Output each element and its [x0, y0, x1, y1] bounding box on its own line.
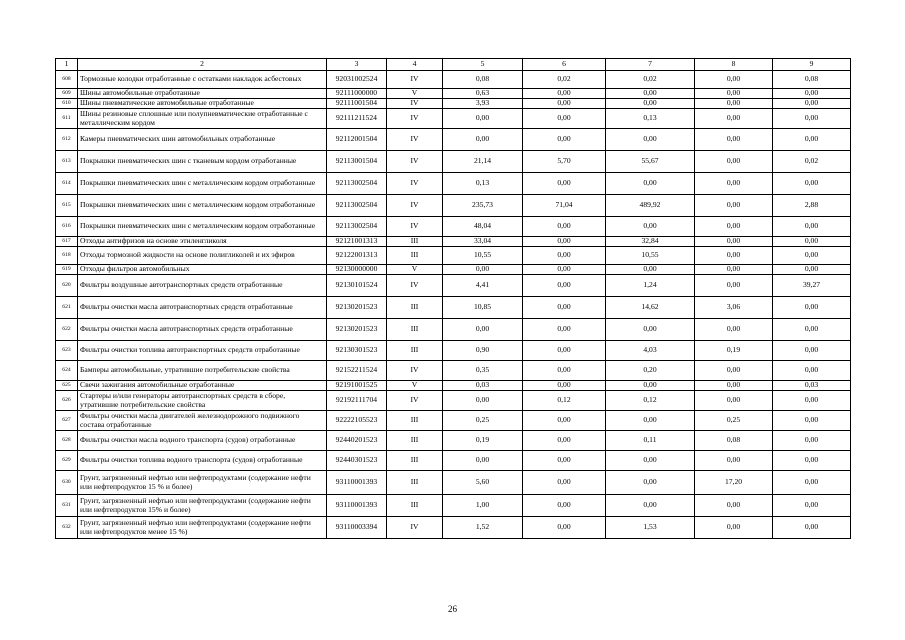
table-row: [56, 361, 851, 381]
fkko-code: 92130201523: [327, 297, 387, 319]
value-col9: 0,00: [773, 89, 851, 99]
value-col9: 0,00: [773, 99, 851, 109]
row-number: 610: [56, 99, 78, 109]
fkko-code: 92130301523: [327, 341, 387, 361]
value-col5: 0,13: [443, 173, 523, 195]
value-col6: 0,00: [523, 361, 606, 381]
value-col8: 17,20: [695, 471, 773, 495]
value-col6: 0,00: [523, 237, 606, 247]
row-number: 631: [56, 495, 78, 517]
waste-name: Грунт, загрязненный нефтью или нефтепродуктами (содержание нефти или нефтепродуктов 15% и более): [78, 495, 327, 517]
row-number: 617: [56, 237, 78, 247]
value-col7: 0,00: [606, 173, 695, 195]
hazard-class: V: [387, 381, 443, 391]
row-number: 622: [56, 319, 78, 341]
waste-name: Тормозные колодки отработанные с остатками накладок асбестовых: [78, 71, 327, 89]
table-row: [56, 151, 851, 173]
column-header: 4: [387, 59, 443, 71]
value-col9: 0,00: [773, 517, 851, 539]
value-col8: 0,19: [695, 341, 773, 361]
value-col6: 0,00: [523, 471, 606, 495]
fkko-code: 93110001393: [327, 471, 387, 495]
waste-table: [55, 58, 851, 539]
hazard-class: III: [387, 495, 443, 517]
value-col6: 0,00: [523, 109, 606, 129]
value-col8: 0,00: [695, 237, 773, 247]
waste-name: Фильтры очистки топлива водного транспорта (судов) отработанные: [78, 451, 327, 471]
row-number: 625: [56, 381, 78, 391]
fkko-code: 92440201523: [327, 431, 387, 451]
hazard-class: IV: [387, 195, 443, 217]
value-col5: 0,00: [443, 451, 523, 471]
value-col9: 0,00: [773, 361, 851, 381]
row-number: 624: [56, 361, 78, 381]
fkko-code: 92111001504: [327, 99, 387, 109]
hazard-class: III: [387, 341, 443, 361]
row-number: 627: [56, 411, 78, 431]
column-header: 5: [443, 59, 523, 71]
value-col8: 0,00: [695, 71, 773, 89]
table-row: [56, 297, 851, 319]
hazard-class: III: [387, 237, 443, 247]
value-col6: 5,70: [523, 151, 606, 173]
value-col6: 0,02: [523, 71, 606, 89]
value-col5: 33,04: [443, 237, 523, 247]
waste-name: Фильтры очистки масла двигателей железнодорожного подвижного состава отработанные: [78, 411, 327, 431]
value-col8: 0,00: [695, 319, 773, 341]
table-row: [56, 217, 851, 237]
value-col5: 1,52: [443, 517, 523, 539]
value-col8: 0,00: [695, 391, 773, 411]
table-row: [56, 319, 851, 341]
value-col9: 0,00: [773, 297, 851, 319]
table-row: [56, 431, 851, 451]
value-col5: 235,73: [443, 195, 523, 217]
row-number: 626: [56, 391, 78, 411]
value-col5: 0,00: [443, 129, 523, 151]
value-col9: 0,00: [773, 431, 851, 451]
value-col5: 0,90: [443, 341, 523, 361]
value-col7: 0,00: [606, 89, 695, 99]
column-header: 2: [78, 59, 327, 71]
table-row: [56, 517, 851, 539]
waste-name: Отходы антифризов на основе этиленгликоля: [78, 237, 327, 247]
value-col7: 0,00: [606, 217, 695, 237]
table-row: [56, 247, 851, 265]
row-number: 630: [56, 471, 78, 495]
waste-name: Свечи зажигания автомобильные отработанные: [78, 381, 327, 391]
value-col7: 0,00: [606, 381, 695, 391]
table-row: [56, 341, 851, 361]
value-col8: 0,00: [695, 129, 773, 151]
value-col5: 0,25: [443, 411, 523, 431]
waste-name: Фильтры очистки масла водного транспорта (судов) отработанные: [78, 431, 327, 451]
hazard-class: IV: [387, 109, 443, 129]
table-row: [56, 265, 851, 275]
fkko-code: 92113001504: [327, 151, 387, 173]
row-number: 612: [56, 129, 78, 151]
waste-name: Отходы фильтров автомобильных: [78, 265, 327, 275]
waste-name: Шины автомобильные отработанные: [78, 89, 327, 99]
value-col9: 0,00: [773, 173, 851, 195]
value-col5: 0,00: [443, 265, 523, 275]
fkko-code: 92152211524: [327, 361, 387, 381]
row-number: 611: [56, 109, 78, 129]
fkko-code: 92031002524: [327, 71, 387, 89]
fkko-code: 93110003394: [327, 517, 387, 539]
hazard-class: III: [387, 451, 443, 471]
value-col7: 4,03: [606, 341, 695, 361]
value-col8: 0,00: [695, 451, 773, 471]
row-number: 609: [56, 89, 78, 99]
column-header: 3: [327, 59, 387, 71]
fkko-code: 93110001393: [327, 495, 387, 517]
hazard-class: IV: [387, 217, 443, 237]
value-col8: 0,00: [695, 381, 773, 391]
value-col9: 0,00: [773, 451, 851, 471]
table-row: [56, 471, 851, 495]
value-col5: 0,00: [443, 391, 523, 411]
hazard-class: IV: [387, 151, 443, 173]
hazard-class: V: [387, 89, 443, 99]
fkko-code: 92440301523: [327, 451, 387, 471]
value-col8: 0,00: [695, 361, 773, 381]
hazard-class: III: [387, 319, 443, 341]
fkko-code: 92113002504: [327, 173, 387, 195]
value-col9: 39,27: [773, 275, 851, 297]
value-col5: 10,55: [443, 247, 523, 265]
waste-name: Стартеры и/или генераторы автотранспортных средств в сборе, утратившие потребительские свойства: [78, 391, 327, 411]
hazard-class: IV: [387, 517, 443, 539]
waste-name: Камеры пневматических шин автомобильных отработанные: [78, 129, 327, 151]
value-col7: 0,00: [606, 265, 695, 275]
value-col9: 0,08: [773, 71, 851, 89]
value-col9: 0,00: [773, 237, 851, 247]
fkko-code: 92130000000: [327, 265, 387, 275]
value-col7: 10,55: [606, 247, 695, 265]
value-col5: 0,08: [443, 71, 523, 89]
fkko-code: 92111211524: [327, 109, 387, 129]
waste-name: Покрышки пневматических шин с металлическим кордом отработанные: [78, 173, 327, 195]
waste-name: Фильтры очистки топлива автотранспортных средств отработанные: [78, 341, 327, 361]
table-row: [56, 451, 851, 471]
value-col9: 0,00: [773, 471, 851, 495]
value-col6: 0,00: [523, 411, 606, 431]
value-col6: 0,00: [523, 297, 606, 319]
value-col9: 0,00: [773, 265, 851, 275]
waste-name: Шины резиновые сплошные или полупневматические отработанные с металлическим кордом: [78, 109, 327, 129]
value-col6: 0,00: [523, 129, 606, 151]
fkko-code: 92130101524: [327, 275, 387, 297]
value-col6: 71,04: [523, 195, 606, 217]
table-row: [56, 99, 851, 109]
value-col7: 0,00: [606, 495, 695, 517]
value-col7: 0,11: [606, 431, 695, 451]
fkko-code: 92121001313: [327, 237, 387, 247]
waste-name: Фильтры очистки масла автотранспортных средств отработанные: [78, 297, 327, 319]
waste-name: Покрышки пневматических шин с металлическим кордом отработанные: [78, 217, 327, 237]
hazard-class: III: [387, 411, 443, 431]
value-col7: 0,00: [606, 99, 695, 109]
value-col6: 0,00: [523, 265, 606, 275]
value-col9: 0,00: [773, 411, 851, 431]
fkko-code: 92111000000: [327, 89, 387, 99]
waste-name: Отходы тормозной жидкости на основе полигликолей и их эфиров: [78, 247, 327, 265]
value-col7: 0,00: [606, 129, 695, 151]
value-col8: 0,00: [695, 173, 773, 195]
fkko-code: 92192111704: [327, 391, 387, 411]
hazard-class: IV: [387, 275, 443, 297]
value-col5: 48,04: [443, 217, 523, 237]
value-col6: 0,00: [523, 495, 606, 517]
value-col8: 0,00: [695, 195, 773, 217]
hazard-class: III: [387, 471, 443, 495]
column-header: 6: [523, 59, 606, 71]
row-number: 619: [56, 265, 78, 275]
value-col5: 0,03: [443, 381, 523, 391]
page-number: 26: [448, 604, 457, 614]
row-number: 621: [56, 297, 78, 319]
value-col5: 10,85: [443, 297, 523, 319]
value-col9: 2,88: [773, 195, 851, 217]
row-number: 614: [56, 173, 78, 195]
column-header: 1: [56, 59, 78, 71]
value-col5: 5,60: [443, 471, 523, 495]
value-col5: 0,63: [443, 89, 523, 99]
row-number: 628: [56, 431, 78, 451]
waste-name: Бамперы автомобильные, утратившие потребительские свойства: [78, 361, 327, 381]
hazard-class: IV: [387, 391, 443, 411]
value-col8: 0,00: [695, 89, 773, 99]
value-col6: 0,00: [523, 99, 606, 109]
value-col9: 0,00: [773, 495, 851, 517]
value-col8: 0,00: [695, 99, 773, 109]
row-number: 615: [56, 195, 78, 217]
value-col9: 0,02: [773, 151, 851, 173]
value-col7: 55,67: [606, 151, 695, 173]
hazard-class: IV: [387, 71, 443, 89]
value-col6: 0,00: [523, 431, 606, 451]
row-number: 613: [56, 151, 78, 173]
value-col9: 0,00: [773, 391, 851, 411]
value-col5: 0,35: [443, 361, 523, 381]
row-number: 618: [56, 247, 78, 265]
fkko-code: 92130201523: [327, 319, 387, 341]
value-col8: 3,06: [695, 297, 773, 319]
value-col7: 0,02: [606, 71, 695, 89]
waste-name: Грунт, загрязненный нефтью или нефтепродуктами (содержание нефти или нефтепродуктов менее 15 %): [78, 517, 327, 539]
hazard-class: IV: [387, 129, 443, 151]
value-col7: 0,00: [606, 319, 695, 341]
fkko-code: 92122001313: [327, 247, 387, 265]
table-row: [56, 195, 851, 217]
hazard-class: III: [387, 431, 443, 451]
hazard-class: IV: [387, 99, 443, 109]
table-row: [56, 411, 851, 431]
waste-name: Фильтры очистки масла автотранспортных средств отработанные: [78, 319, 327, 341]
value-col9: 0,00: [773, 109, 851, 129]
hazard-class: IV: [387, 173, 443, 195]
value-col5: 0,00: [443, 109, 523, 129]
hazard-class: III: [387, 247, 443, 265]
value-col9: 0,00: [773, 217, 851, 237]
value-col6: 0,00: [523, 217, 606, 237]
value-col5: 3,93: [443, 99, 523, 109]
table-row: [56, 495, 851, 517]
value-col6: 0,00: [523, 319, 606, 341]
value-col8: 0,00: [695, 109, 773, 129]
value-col8: 0,00: [695, 517, 773, 539]
value-col6: 0,00: [523, 89, 606, 99]
table-row: [56, 275, 851, 297]
waste-name: Покрышки пневматических шин с тканевым кордом отработанные: [78, 151, 327, 173]
value-col5: 0,00: [443, 319, 523, 341]
value-col8: 0,00: [695, 151, 773, 173]
value-col9: 0,00: [773, 129, 851, 151]
value-col8: 0,00: [695, 247, 773, 265]
table-row: [56, 391, 851, 411]
value-col7: 1,24: [606, 275, 695, 297]
table-row: [56, 381, 851, 391]
value-col8: 0,25: [695, 411, 773, 431]
value-col8: 0,00: [695, 217, 773, 237]
value-col7: 14,62: [606, 297, 695, 319]
fkko-code: 92113002504: [327, 195, 387, 217]
table-row: [56, 129, 851, 151]
fkko-code: 92222105523: [327, 411, 387, 431]
waste-name: Фильтры воздушные автотранспортных средств отработанные: [78, 275, 327, 297]
column-number-row: [56, 59, 851, 71]
row-number: 623: [56, 341, 78, 361]
value-col7: 0,12: [606, 391, 695, 411]
row-number: 620: [56, 275, 78, 297]
table-row: [56, 109, 851, 129]
table-row: [56, 71, 851, 89]
value-col5: 0,19: [443, 431, 523, 451]
value-col7: 0,13: [606, 109, 695, 129]
row-number: 632: [56, 517, 78, 539]
value-col6: 0,12: [523, 391, 606, 411]
value-col7: 0,00: [606, 451, 695, 471]
row-number: 629: [56, 451, 78, 471]
table-row: [56, 89, 851, 99]
value-col8: 0,00: [695, 265, 773, 275]
value-col8: 0,08: [695, 431, 773, 451]
value-col7: 32,84: [606, 237, 695, 247]
value-col9: 0,00: [773, 319, 851, 341]
column-header: 7: [606, 59, 695, 71]
value-col9: 0,00: [773, 341, 851, 361]
value-col7: 1,53: [606, 517, 695, 539]
value-col9: 0,03: [773, 381, 851, 391]
value-col5: 1,00: [443, 495, 523, 517]
value-col5: 21,14: [443, 151, 523, 173]
value-col6: 0,00: [523, 275, 606, 297]
value-col7: 0,00: [606, 411, 695, 431]
value-col7: 0,00: [606, 471, 695, 495]
value-col6: 0,00: [523, 451, 606, 471]
value-col6: 0,00: [523, 517, 606, 539]
table-row: [56, 237, 851, 247]
waste-name: Грунт, загрязненный нефтью или нефтепродуктами (содержание нефти или нефтепродуктов 15 % и более): [78, 471, 327, 495]
fkko-code: 92191001525: [327, 381, 387, 391]
row-number: 608: [56, 71, 78, 89]
fkko-code: 92113002504: [327, 217, 387, 237]
waste-name: Шины пневматические автомобильные отработанные: [78, 99, 327, 109]
hazard-class: V: [387, 265, 443, 275]
table-row: [56, 173, 851, 195]
value-col8: 0,00: [695, 275, 773, 297]
value-col7: 489,92: [606, 195, 695, 217]
row-number: 616: [56, 217, 78, 237]
value-col6: 0,00: [523, 173, 606, 195]
value-col6: 0,00: [523, 381, 606, 391]
value-col7: 0,20: [606, 361, 695, 381]
column-header: 8: [695, 59, 773, 71]
value-col9: 0,00: [773, 247, 851, 265]
waste-name: Покрышки пневматических шин с металлическим кордом отработанные: [78, 195, 327, 217]
hazard-class: III: [387, 297, 443, 319]
value-col6: 0,00: [523, 341, 606, 361]
value-col6: 0,00: [523, 247, 606, 265]
hazard-class: IV: [387, 361, 443, 381]
column-header: 9: [773, 59, 851, 71]
value-col8: 0,00: [695, 495, 773, 517]
fkko-code: 92112001504: [327, 129, 387, 151]
value-col5: 4,41: [443, 275, 523, 297]
